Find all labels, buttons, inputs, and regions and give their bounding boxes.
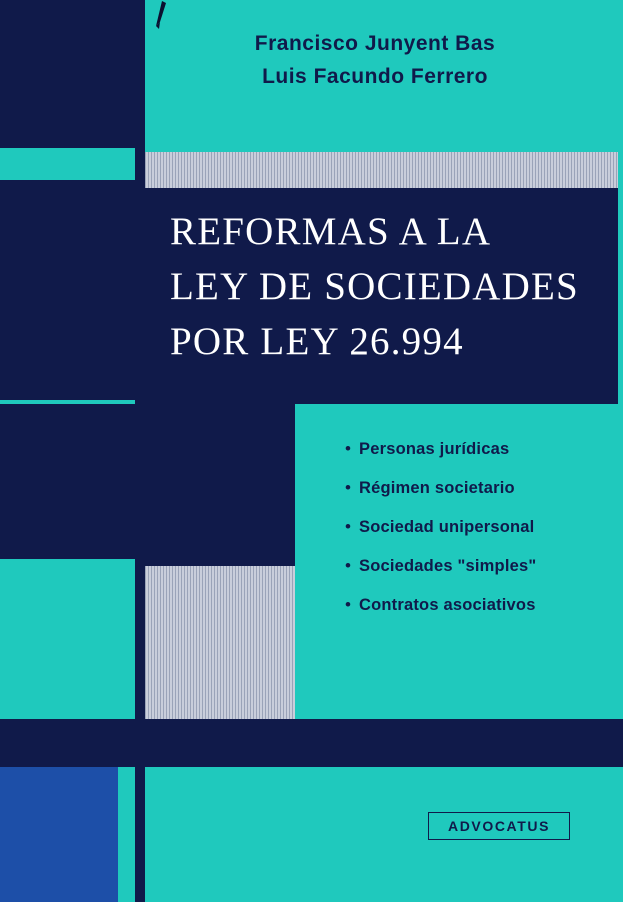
pen-mark-icon bbox=[146, 0, 172, 30]
title-line-1: REFORMAS A LA bbox=[170, 210, 492, 253]
bg-band-navy-bottom bbox=[0, 719, 623, 767]
authors-block bbox=[140, 28, 610, 93]
publisher-logo bbox=[428, 812, 570, 840]
bg-block-navy-left-lower bbox=[0, 404, 135, 559]
bg-vertical-rule bbox=[135, 0, 145, 902]
bullet-dot-icon: • bbox=[345, 595, 351, 614]
bullet-dot-icon: • bbox=[345, 439, 351, 458]
bg-block-navy-left-mid bbox=[0, 180, 135, 400]
topics-list bbox=[345, 440, 615, 635]
bg-block-teal-left-2 bbox=[0, 559, 135, 719]
topic-label-3: Sociedad unipersonal bbox=[359, 518, 535, 536]
author-name-2: Luis Facundo Ferrero bbox=[262, 64, 488, 88]
bg-block-navy-top-left bbox=[0, 0, 135, 148]
bg-block-blue-bottom-left bbox=[0, 767, 118, 902]
topic-label-5: Contratos asociativos bbox=[359, 596, 536, 614]
bg-block-teal-left-1 bbox=[0, 148, 135, 180]
bg-block-navy-center bbox=[145, 404, 295, 566]
topic-label-4: Sociedades "simples" bbox=[359, 557, 537, 575]
title-line-2: LEY DE SOCIEDADES bbox=[170, 265, 579, 308]
title-panel bbox=[140, 188, 618, 404]
bullet-dot-icon: • bbox=[345, 517, 351, 536]
bullet-dot-icon: • bbox=[345, 478, 351, 497]
bg-striped-square bbox=[145, 566, 295, 719]
publisher-name: ADVOCATUS bbox=[447, 818, 551, 834]
list-item bbox=[345, 596, 615, 615]
topic-label-2: Régimen societario bbox=[359, 479, 515, 497]
list-item bbox=[345, 557, 615, 576]
bg-striped-top-band bbox=[145, 152, 618, 188]
bullet-dot-icon: • bbox=[345, 556, 351, 575]
title-line-3: POR LEY 26.994 bbox=[170, 320, 464, 363]
list-item bbox=[345, 479, 615, 498]
author-name-1: Francisco Junyent Bas bbox=[254, 32, 496, 55]
list-item bbox=[345, 518, 615, 537]
topic-label-1: Personas jurídicas bbox=[359, 440, 510, 458]
list-item bbox=[345, 440, 615, 459]
